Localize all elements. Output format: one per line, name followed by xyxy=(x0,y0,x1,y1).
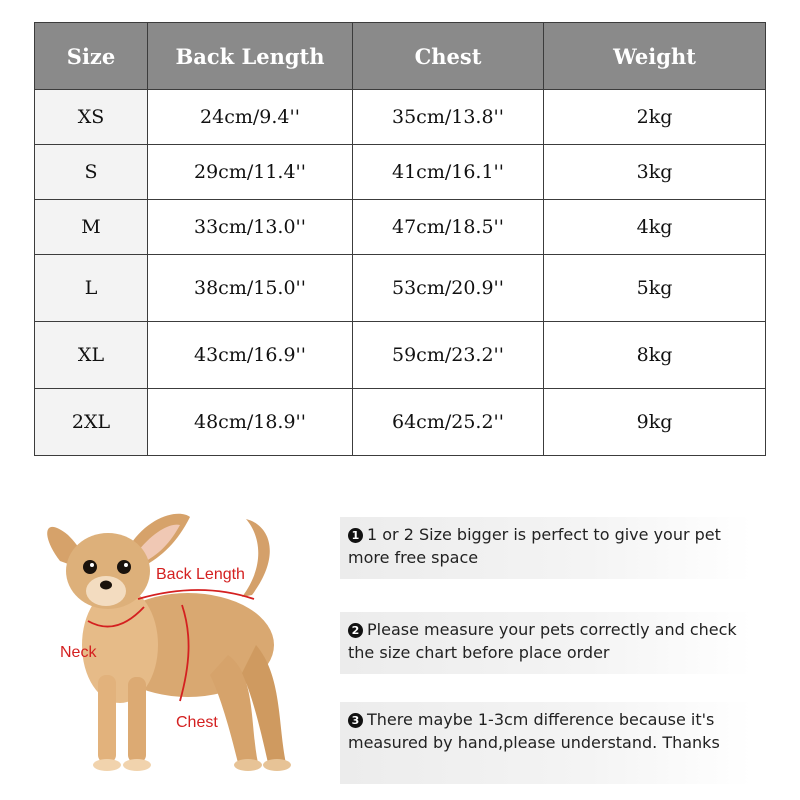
note-item xyxy=(340,517,752,579)
size-cell: M xyxy=(35,200,148,255)
back-length-cell: 29cm/11.4'' xyxy=(148,145,353,200)
size-cell: L xyxy=(35,255,148,322)
number-2-icon: 2 xyxy=(348,623,363,638)
chest-cell: 53cm/20.9'' xyxy=(353,255,544,322)
table-row xyxy=(35,389,766,456)
number-1-icon: 1 xyxy=(348,528,363,543)
dog-measurement-diagram xyxy=(20,495,320,795)
note-text: There maybe 1-3cm difference because it's measured by hand,please understand. Thanks xyxy=(348,710,720,752)
note-item xyxy=(340,702,752,784)
chest-cell: 64cm/25.2'' xyxy=(353,389,544,456)
weight-cell: 5kg xyxy=(544,255,766,322)
neck-label: Neck xyxy=(60,644,97,661)
note-item xyxy=(340,612,752,674)
table-row xyxy=(35,90,766,145)
weight-cell: 9kg xyxy=(544,389,766,456)
back-length-cell: 38cm/15.0'' xyxy=(148,255,353,322)
table-row xyxy=(35,200,766,255)
weight-cell: 8kg xyxy=(544,322,766,389)
header-back-length: Back Length xyxy=(148,23,353,90)
back-length-label: Back Length xyxy=(156,566,245,583)
chest-label: Chest xyxy=(176,714,218,731)
header-weight: Weight xyxy=(544,23,766,90)
back-length-cell: 24cm/9.4'' xyxy=(148,90,353,145)
dog-illustration xyxy=(47,514,291,771)
chest-cell: 59cm/23.2'' xyxy=(353,322,544,389)
table-row xyxy=(35,145,766,200)
chest-cell: 35cm/13.8'' xyxy=(353,90,544,145)
size-chart-table xyxy=(34,22,766,456)
header-size: Size xyxy=(35,23,148,90)
size-cell: 2XL xyxy=(35,389,148,456)
size-cell: XL xyxy=(35,322,148,389)
table-row xyxy=(35,255,766,322)
chest-cell: 41cm/16.1'' xyxy=(353,145,544,200)
size-cell: XS xyxy=(35,90,148,145)
chest-cell: 47cm/18.5'' xyxy=(353,200,544,255)
note-text: 1 or 2 Size bigger is perfect to give your pet more free space xyxy=(348,525,721,567)
note-text: Please measure your pets correctly and check the size chart before place order xyxy=(348,620,737,662)
number-3-icon: 3 xyxy=(348,713,363,728)
weight-cell: 4kg xyxy=(544,200,766,255)
weight-cell: 3kg xyxy=(544,145,766,200)
back-length-cell: 48cm/18.9'' xyxy=(148,389,353,456)
back-length-cell: 33cm/13.0'' xyxy=(148,200,353,255)
size-cell: S xyxy=(35,145,148,200)
weight-cell: 2kg xyxy=(544,90,766,145)
table-header-row xyxy=(35,23,766,90)
table-row xyxy=(35,322,766,389)
back-length-cell: 43cm/16.9'' xyxy=(148,322,353,389)
header-chest: Chest xyxy=(353,23,544,90)
